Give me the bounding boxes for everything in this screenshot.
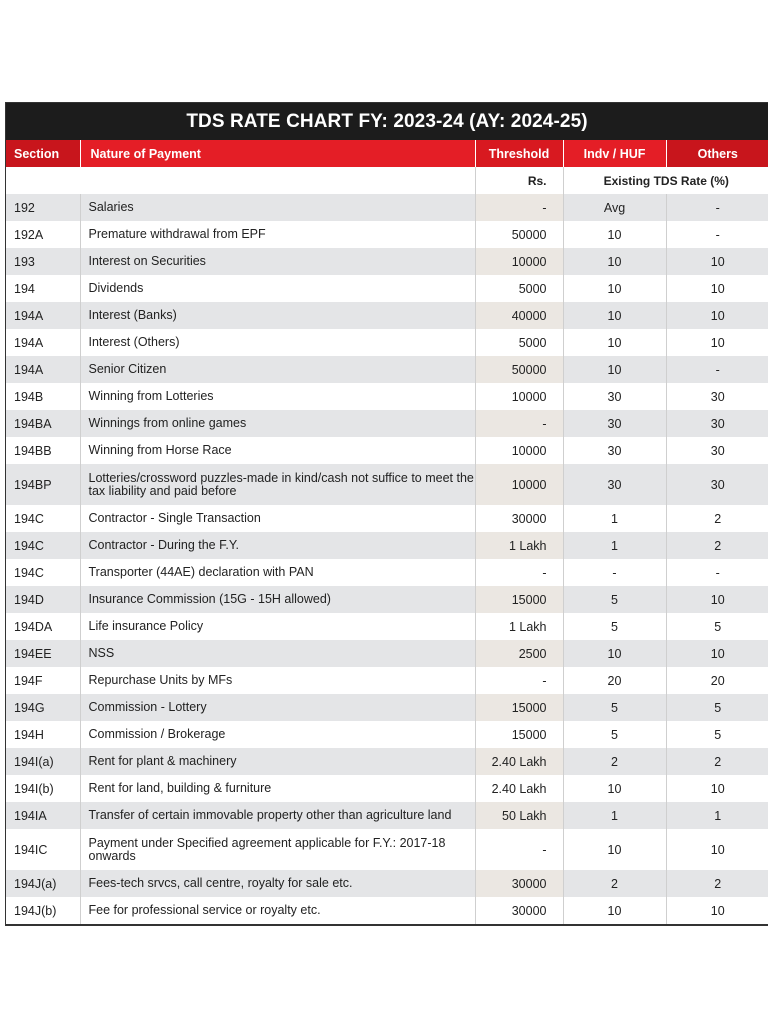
cell-others: 5 [666,694,768,721]
cell-section: 194A [6,329,80,356]
cell-threshold: 2500 [475,640,563,667]
cell-indv-huf: 10 [563,329,666,356]
cell-threshold: 2.40 Lakh [475,775,563,802]
cell-others: 2 [666,505,768,532]
header-nature-of-payment: Nature of Payment [80,140,475,167]
cell-indv-huf: 2 [563,870,666,897]
cell-nature-of-payment: Salaries [80,194,475,221]
cell-threshold: - [475,194,563,221]
table-row [6,302,768,329]
cell-indv-huf: 10 [563,775,666,802]
cell-indv-huf: 30 [563,410,666,437]
cell-indv-huf: 30 [563,437,666,464]
cell-others: 1 [666,802,768,829]
cell-section: 194EE [6,640,80,667]
cell-section: 194G [6,694,80,721]
table-row [6,221,768,248]
cell-indv-huf: 10 [563,302,666,329]
table-row [6,248,768,275]
cell-threshold: 2.40 Lakh [475,748,563,775]
table-row [6,410,768,437]
cell-threshold: 1 Lakh [475,532,563,559]
cell-others: - [666,356,768,383]
cell-others: 2 [666,748,768,775]
cell-section: 194IC [6,829,80,870]
cell-others: 10 [666,275,768,302]
cell-section: 194BA [6,410,80,437]
cell-section: 194A [6,356,80,383]
cell-section: 194IA [6,802,80,829]
table-row [6,775,768,802]
table-row [6,613,768,640]
cell-nature-of-payment: Winnings from online games [80,410,475,437]
cell-threshold: 30000 [475,897,563,925]
cell-nature-of-payment: Transfer of certain immovable property other than agriculture land [80,802,475,829]
cell-nature-of-payment: Life insurance Policy [80,613,475,640]
cell-nature-of-payment: Lotteries/crossword puzzles-made in kind/cash not suffice to meet the tax liability and paid before [80,464,475,505]
cell-indv-huf: 10 [563,248,666,275]
cell-indv-huf: 5 [563,586,666,613]
cell-nature-of-payment: Fee for professional service or royalty etc. [80,897,475,925]
cell-others: 10 [666,586,768,613]
table-row [6,505,768,532]
table-body [6,194,768,925]
subheader-threshold-unit: Rs. [475,167,563,194]
subheader-blank-nature [80,167,475,194]
cell-section: 194BB [6,437,80,464]
table-row [6,275,768,302]
cell-others: - [666,559,768,586]
cell-others: 2 [666,870,768,897]
cell-nature-of-payment: Contractor - Single Transaction [80,505,475,532]
cell-others: - [666,194,768,221]
cell-indv-huf: 5 [563,721,666,748]
cell-section: 194H [6,721,80,748]
cell-section: 194C [6,559,80,586]
header-section: Section [6,140,80,167]
cell-threshold: 15000 [475,721,563,748]
cell-nature-of-payment: Fees-tech srvcs, call centre, royalty for sale etc. [80,870,475,897]
cell-threshold: 10000 [475,383,563,410]
cell-others: - [666,221,768,248]
cell-nature-of-payment: Commission / Brokerage [80,721,475,748]
cell-threshold: 50000 [475,221,563,248]
cell-threshold: - [475,667,563,694]
cell-nature-of-payment: Interest (Others) [80,329,475,356]
cell-nature-of-payment: Transporter (44AE) declaration with PAN [80,559,475,586]
cell-others: 30 [666,410,768,437]
cell-others: 20 [666,667,768,694]
cell-others: 10 [666,897,768,925]
chart-title: TDS RATE CHART FY: 2023-24 (AY: 2024-25) [6,103,768,140]
cell-threshold: 30000 [475,870,563,897]
cell-threshold: 30000 [475,505,563,532]
cell-others: 10 [666,775,768,802]
cell-threshold: 40000 [475,302,563,329]
cell-nature-of-payment: Dividends [80,275,475,302]
cell-others: 5 [666,721,768,748]
cell-others: 30 [666,437,768,464]
table-row [6,383,768,410]
cell-indv-huf: 30 [563,464,666,505]
cell-others: 5 [666,613,768,640]
table-row [6,667,768,694]
cell-nature-of-payment: Payment under Specified agreement applicable for F.Y.: 2017-18 onwards [80,829,475,870]
table-row [6,586,768,613]
cell-nature-of-payment: Interest (Banks) [80,302,475,329]
table-row [6,802,768,829]
cell-others: 10 [666,329,768,356]
cell-threshold: 5000 [475,275,563,302]
cell-section: 194J(b) [6,897,80,925]
table-row [6,897,768,925]
header-indv-huf: Indv / HUF [563,140,666,167]
cell-threshold: - [475,410,563,437]
cell-section: 194I(a) [6,748,80,775]
cell-others: 10 [666,829,768,870]
cell-nature-of-payment: NSS [80,640,475,667]
cell-section: 194F [6,667,80,694]
cell-nature-of-payment: Winning from Horse Race [80,437,475,464]
header-others: Others [666,140,768,167]
cell-threshold: 1 Lakh [475,613,563,640]
cell-threshold: 10000 [475,437,563,464]
cell-others: 30 [666,464,768,505]
cell-section: 194A [6,302,80,329]
table-row [6,559,768,586]
cell-nature-of-payment: Insurance Commission (15G - 15H allowed) [80,586,475,613]
table-row [6,464,768,505]
table-row [6,748,768,775]
cell-indv-huf: Avg [563,194,666,221]
table-row [6,437,768,464]
cell-others: 10 [666,302,768,329]
cell-nature-of-payment: Premature withdrawal from EPF [80,221,475,248]
cell-nature-of-payment: Commission - Lottery [80,694,475,721]
cell-threshold: - [475,559,563,586]
cell-indv-huf: 10 [563,221,666,248]
cell-section: 194BP [6,464,80,505]
cell-nature-of-payment: Contractor - During the F.Y. [80,532,475,559]
cell-threshold: 10000 [475,248,563,275]
cell-others: 10 [666,640,768,667]
table-row [6,694,768,721]
cell-threshold: 50000 [475,356,563,383]
table-row [6,194,768,221]
cell-section: 194C [6,505,80,532]
cell-others: 10 [666,248,768,275]
subheader-blank-section [6,167,80,194]
table-row [6,870,768,897]
cell-indv-huf: 5 [563,694,666,721]
cell-section: 194I(b) [6,775,80,802]
cell-threshold: 10000 [475,464,563,505]
tds-rate-table [6,140,768,925]
cell-nature-of-payment: Winning from Lotteries [80,383,475,410]
cell-nature-of-payment: Senior Citizen [80,356,475,383]
cell-others: 30 [666,383,768,410]
cell-nature-of-payment: Rent for land, building & furniture [80,775,475,802]
table-row [6,640,768,667]
cell-section: 193 [6,248,80,275]
cell-indv-huf: 10 [563,356,666,383]
cell-indv-huf: 10 [563,897,666,925]
subheader-row [6,167,768,194]
cell-others: 2 [666,532,768,559]
table-row [6,721,768,748]
cell-threshold: 5000 [475,329,563,356]
cell-indv-huf: 5 [563,613,666,640]
cell-indv-huf: 1 [563,802,666,829]
cell-threshold: 15000 [475,694,563,721]
cell-threshold: - [475,829,563,870]
cell-indv-huf: 10 [563,640,666,667]
cell-nature-of-payment: Interest on Securities [80,248,475,275]
tds-rate-chart [5,102,768,926]
cell-section: 194 [6,275,80,302]
cell-indv-huf: 1 [563,505,666,532]
cell-indv-huf: 10 [563,829,666,870]
cell-section: 194B [6,383,80,410]
cell-threshold: 15000 [475,586,563,613]
cell-section: 194DA [6,613,80,640]
cell-section: 194D [6,586,80,613]
cell-section: 192 [6,194,80,221]
table-row [6,329,768,356]
cell-section: 194C [6,532,80,559]
cell-indv-huf: - [563,559,666,586]
table-row [6,829,768,870]
cell-threshold: 50 Lakh [475,802,563,829]
cell-indv-huf: 10 [563,275,666,302]
header-row [6,140,768,167]
cell-section: 192A [6,221,80,248]
cell-section: 194J(a) [6,870,80,897]
cell-indv-huf: 1 [563,532,666,559]
cell-indv-huf: 30 [563,383,666,410]
table-row [6,532,768,559]
subheader-rate-caption: Existing TDS Rate (%) [563,167,768,194]
table-row [6,356,768,383]
cell-indv-huf: 20 [563,667,666,694]
header-threshold: Threshold [475,140,563,167]
cell-indv-huf: 2 [563,748,666,775]
cell-nature-of-payment: Rent for plant & machinery [80,748,475,775]
cell-nature-of-payment: Repurchase Units by MFs [80,667,475,694]
